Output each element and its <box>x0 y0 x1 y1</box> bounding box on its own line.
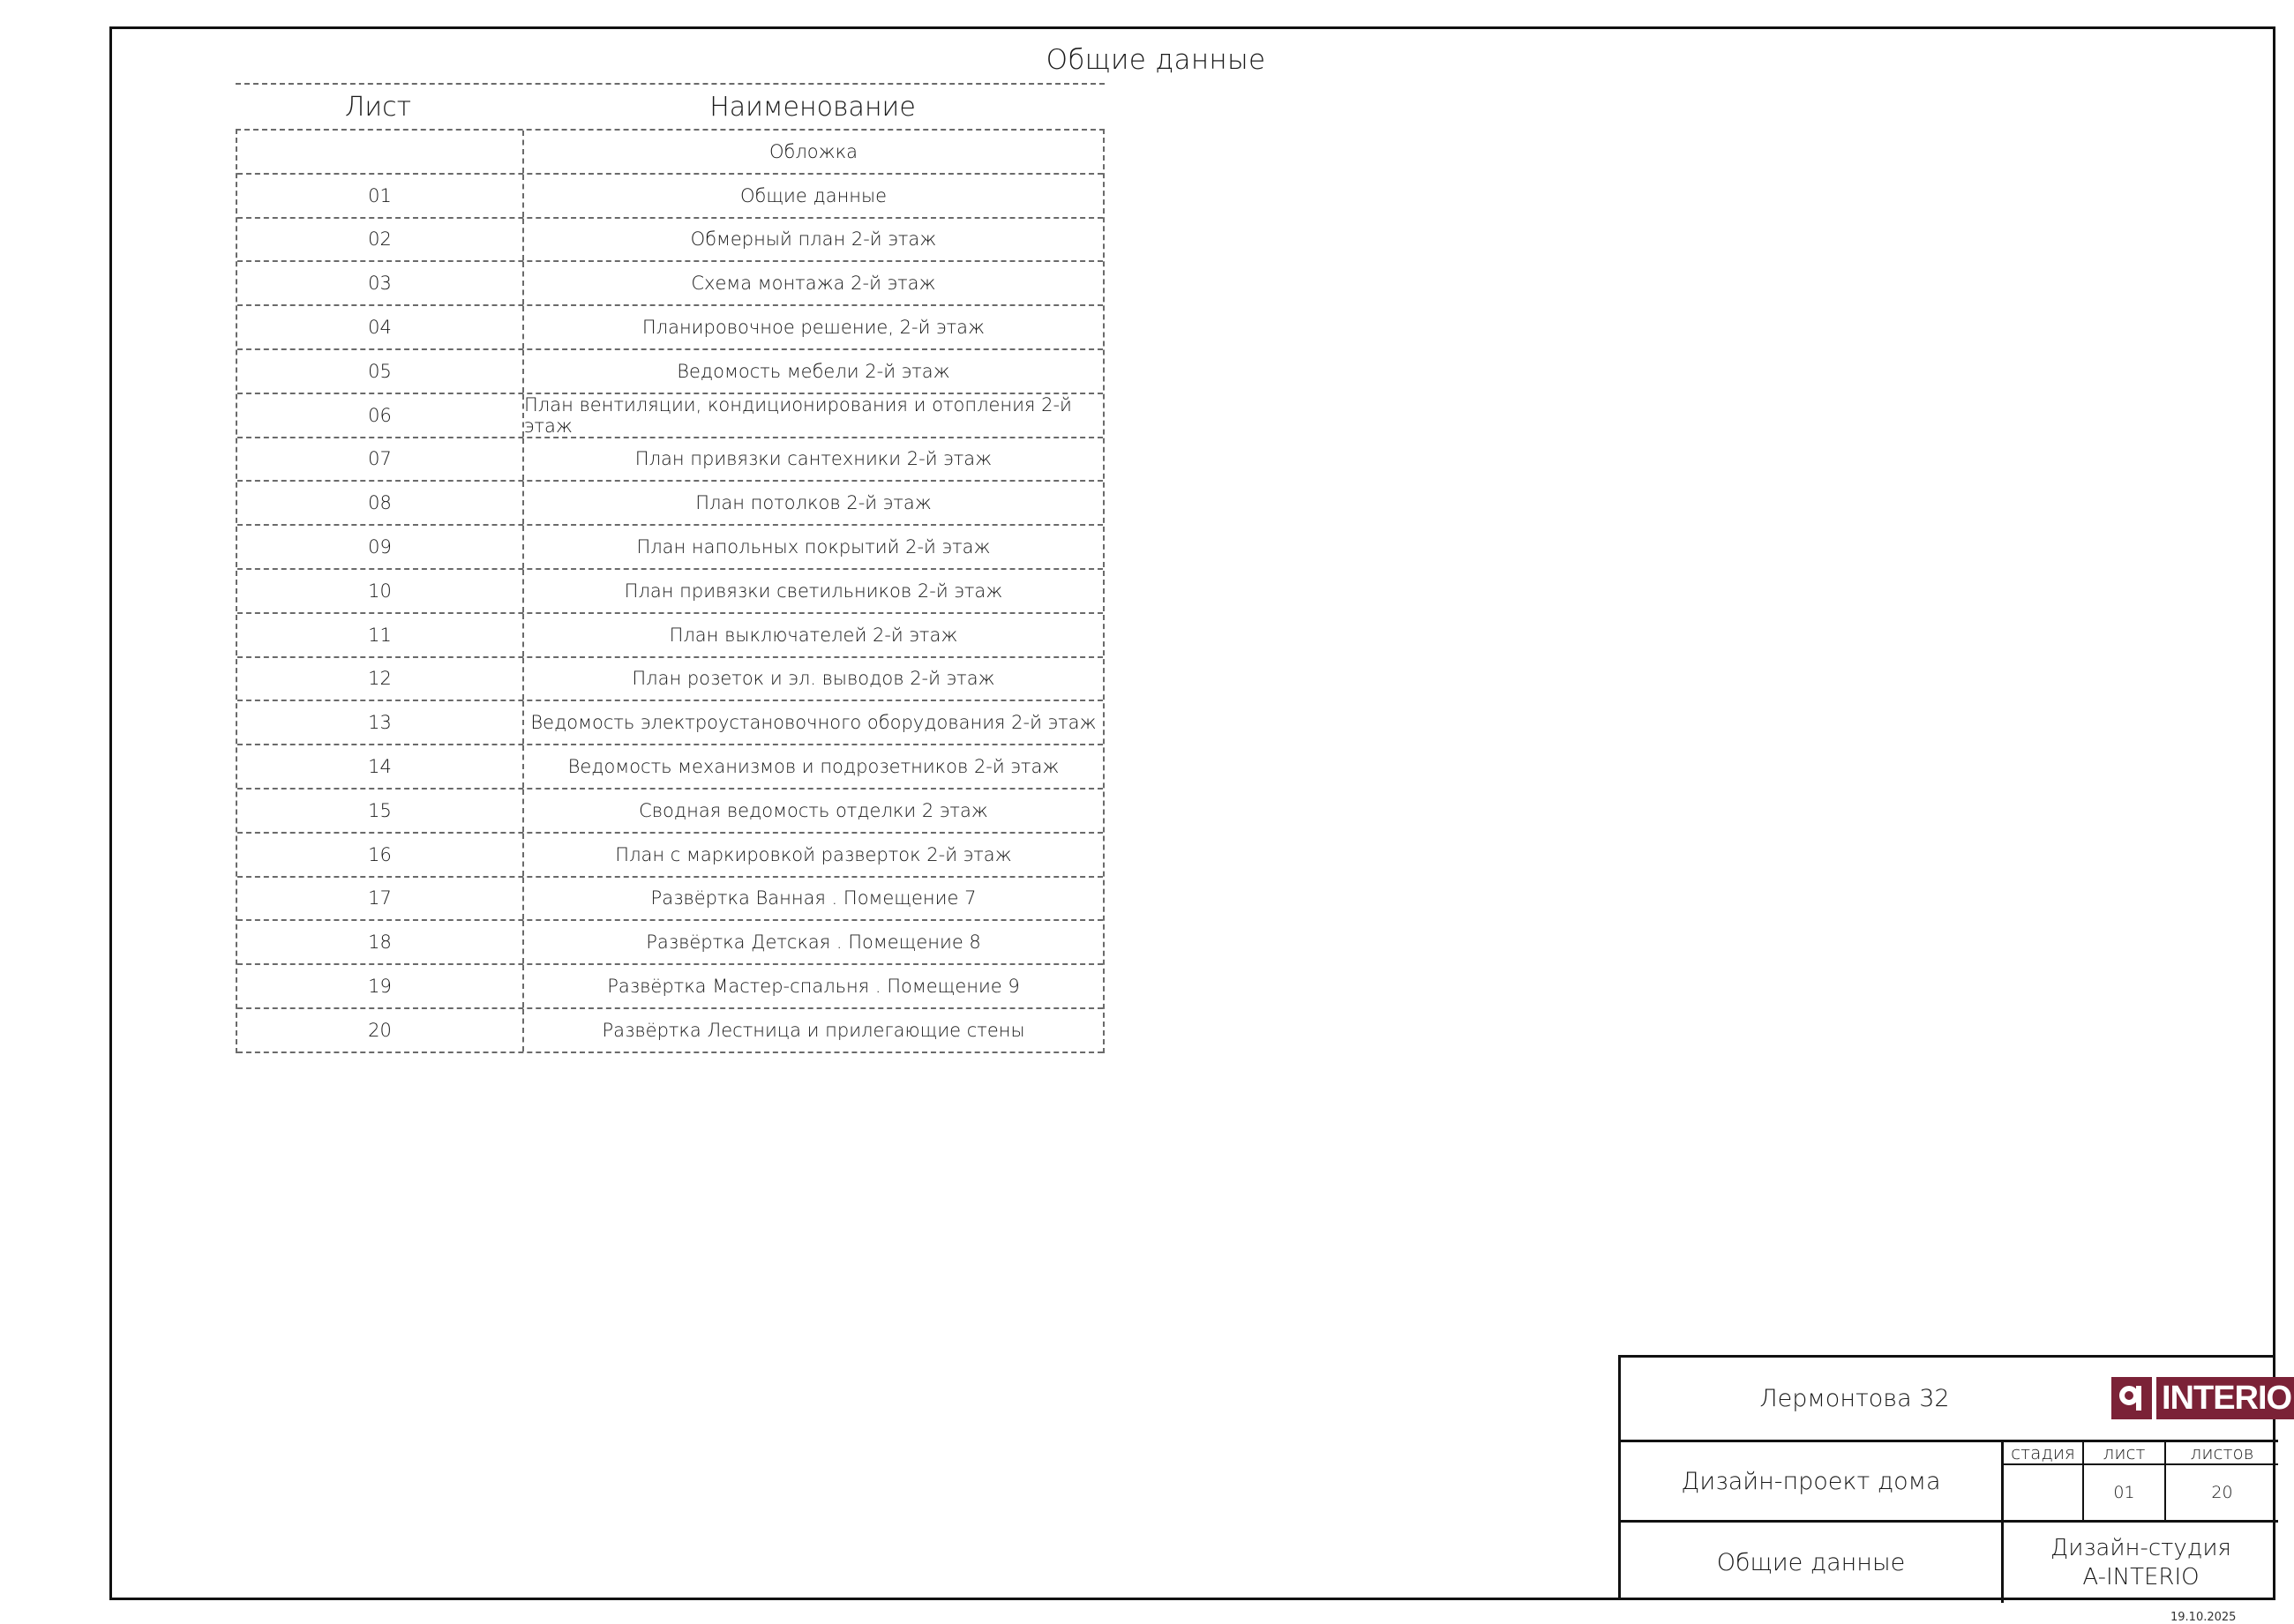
table-row <box>237 965 1103 1009</box>
sheet-name-cell: План розеток и эл. выводов 2-й этаж <box>632 668 995 690</box>
sheet-name-cell: План с маркировкой разверток 2-й этаж <box>615 843 1012 865</box>
header-name: Наименование <box>709 91 916 123</box>
sheet-number-cell: 18 <box>237 921 524 963</box>
table-row <box>237 745 1103 790</box>
sheet-number-cell: 06 <box>237 394 524 437</box>
title-block <box>1618 1355 2292 1600</box>
sheet-name-cell: Развёртка Ванная . Помещение 7 <box>650 887 977 909</box>
sheet-name-cell: Ведомость мебели 2-й этаж <box>677 360 950 382</box>
stage-value <box>2004 1465 2082 1520</box>
sheet-label: лист <box>2103 1442 2146 1463</box>
table-row <box>237 614 1103 658</box>
sheet-name-cell: План напольных покрытий 2-й этаж <box>636 536 991 558</box>
studio-line-2: A-INTERIO <box>2082 1563 2200 1590</box>
table-row <box>237 394 1103 438</box>
sheet-name-label: Общие данные <box>1716 1549 1906 1576</box>
table-row <box>237 482 1103 526</box>
sheet-name-cell: Развёртка Мастер-спальня . Помещение 9 <box>607 976 1020 998</box>
sheet-number-cell: 13 <box>237 701 524 744</box>
table-row <box>237 1009 1103 1053</box>
sheet-name-cell: План выключателей 2-й этаж <box>669 624 958 646</box>
sheet-number-cell: 16 <box>237 834 524 876</box>
table-header <box>236 83 1105 129</box>
sheet-number-cell: 11 <box>237 614 524 656</box>
table-body <box>236 129 1105 1053</box>
sheets-value: 20 <box>2211 1483 2233 1502</box>
table-row <box>237 175 1103 219</box>
sheet-name-cell: Схема монтажа 2-й этаж <box>691 273 936 295</box>
sheet-number-cell: 05 <box>237 350 524 393</box>
sheet-name-cell: Планировочное решение, 2-й этаж <box>641 317 986 339</box>
sheet-number-cell: 09 <box>237 526 524 568</box>
table-row <box>237 570 1103 614</box>
sheet-number-cell: 03 <box>237 262 524 304</box>
sheet-number-cell: 14 <box>237 745 524 788</box>
sheet-number-cell: 15 <box>237 790 524 832</box>
sheet-number-cell: 02 <box>237 219 524 261</box>
table-row <box>237 438 1103 483</box>
stage-label: стадия <box>2011 1442 2075 1463</box>
project-label: Дизайн-проект дома <box>1681 1467 1941 1495</box>
header-sheet: Лист <box>344 91 412 123</box>
table-row <box>237 526 1103 570</box>
table-row <box>237 701 1103 745</box>
sheet-name-cell: Ведомость электроустановочного оборудования 2-й этаж <box>530 712 1097 734</box>
table-row <box>237 658 1103 702</box>
address-label: Лермонтова 32 <box>1759 1385 1950 1412</box>
table-row <box>237 219 1103 263</box>
table-row <box>237 921 1103 965</box>
sheet-number-cell: 10 <box>237 570 524 612</box>
table-row <box>237 878 1103 922</box>
table-row <box>237 790 1103 834</box>
sheet-name-cell: Развёртка Лестница и прилегающие стены <box>602 1019 1025 1041</box>
table-row <box>237 834 1103 878</box>
sheet-number-cell: 07 <box>237 438 524 481</box>
sheet-number-cell: 12 <box>237 658 524 700</box>
table-row <box>237 262 1103 306</box>
sheet-number-cell: 04 <box>237 306 524 348</box>
sheet-number-cell: 19 <box>237 965 524 1007</box>
sheet-index-table <box>236 83 1105 1053</box>
sheet-title: Общие данные <box>1046 44 1266 76</box>
sheet-name-cell: Сводная ведомость отделки 2 этаж <box>639 799 988 821</box>
logo-wordmark: INTERIO <box>2156 1377 2294 1419</box>
table-row <box>237 350 1103 394</box>
company-logo <box>2111 1377 2294 1419</box>
sheet-name-cell: Обмерный план 2-й этаж <box>690 228 937 251</box>
logo-a-icon <box>2111 1377 2152 1419</box>
sheet-number-cell: 08 <box>237 482 524 524</box>
studio-name <box>2004 1523 2278 1603</box>
sheet-name-cell: План привязки светильников 2-й этаж <box>624 580 1003 602</box>
sheet-name-cell: Обложка <box>768 140 858 162</box>
sheet-number-cell <box>237 131 524 173</box>
sheet-number-cell: 20 <box>237 1009 524 1051</box>
sheet-name-cell: План привязки сантехники 2-й этаж <box>634 448 993 470</box>
table-row <box>237 306 1103 350</box>
sheet-number-cell: 17 <box>237 878 524 920</box>
studio-line-1: Дизайн-студия <box>2050 1534 2231 1561</box>
sheet-name-cell: План потолков 2-й этаж <box>695 492 932 514</box>
sheet-value: 01 <box>2113 1483 2135 1502</box>
print-date: 19.10.2025 <box>2170 1611 2237 1624</box>
sheet-name-cell: План вентиляции, кондиционирования и отопления 2-й этаж <box>524 393 1072 437</box>
table-row <box>237 131 1103 175</box>
sheet-name-cell: Развёртка Детская . Помещение 8 <box>646 932 981 954</box>
sheet-name-cell: Ведомость механизмов и подрозетников 2-й этаж <box>567 756 1060 778</box>
sheets-label: листов <box>2190 1442 2254 1463</box>
sheet-number-cell: 01 <box>237 175 524 217</box>
sheet-name-cell: Общие данные <box>739 184 888 206</box>
